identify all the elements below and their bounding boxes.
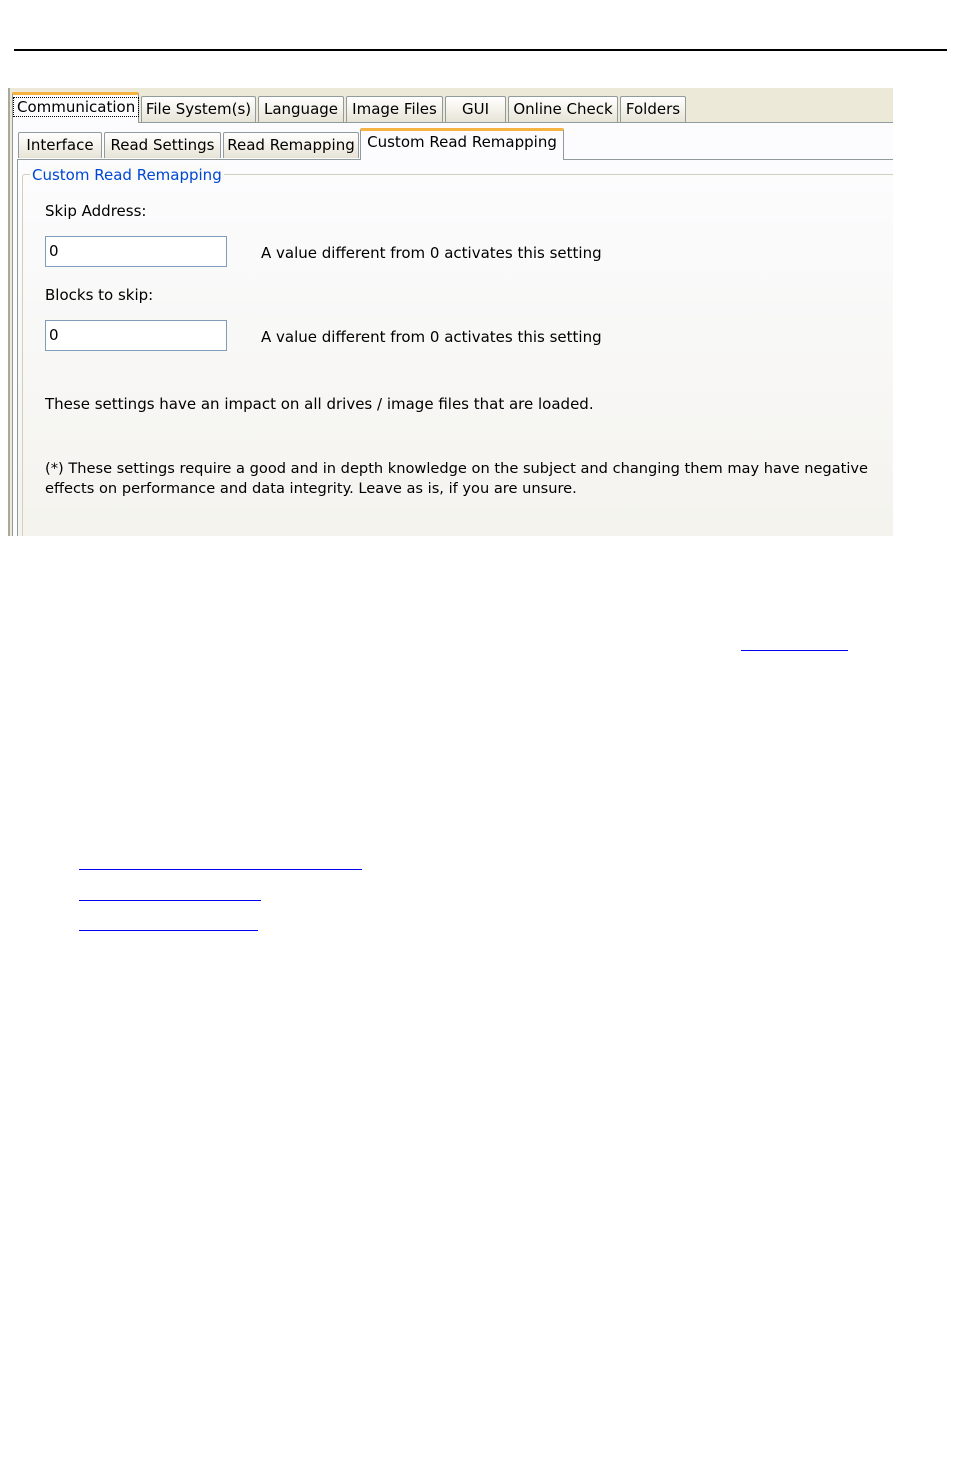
blocks-to-skip-hint: A value different from 0 activates this setting bbox=[261, 328, 602, 346]
tab-online-check-label: Online Check bbox=[513, 100, 613, 118]
skip-address-label: Skip Address: bbox=[45, 202, 147, 220]
blocks-to-skip-input[interactable] bbox=[45, 320, 227, 351]
blocks-to-skip-label: Blocks to skip: bbox=[45, 286, 154, 304]
subtab-read-remapping[interactable] bbox=[223, 132, 359, 158]
skip-address-hint: A value different from 0 activates this setting bbox=[261, 244, 602, 262]
tab-image-files[interactable] bbox=[346, 96, 443, 122]
link-underline-1[interactable] bbox=[741, 650, 848, 651]
link-underline-3[interactable] bbox=[79, 900, 261, 901]
subtab-custom-read-remapping[interactable] bbox=[360, 128, 564, 160]
tab-gui-label: GUI bbox=[461, 100, 490, 118]
tab-file-systems[interactable] bbox=[141, 96, 256, 122]
subtab-read-remapping-label: Read Remapping bbox=[227, 136, 355, 154]
tab-file-systems-label: File System(s) bbox=[145, 100, 252, 118]
subtab-interface-label: Interface bbox=[26, 136, 94, 154]
warning-line-2: effects on performance and data integrity. Leave as is, if you are unsure. bbox=[45, 480, 577, 497]
tab-language[interactable] bbox=[258, 96, 344, 122]
dialog-left-edge bbox=[8, 88, 10, 536]
warning-line-1: (*) These settings require a good and in depth knowledge on the subject and changing them may have negative bbox=[45, 460, 869, 477]
tab-communication[interactable] bbox=[12, 92, 139, 123]
tab-folders[interactable] bbox=[620, 96, 686, 122]
subtab-custom-read-remapping-label: Custom Read Remapping bbox=[367, 133, 557, 151]
groupbox-title: Custom Read Remapping bbox=[32, 166, 222, 184]
top-horizontal-rule bbox=[14, 49, 947, 51]
subtab-read-settings[interactable] bbox=[104, 132, 221, 158]
settings-dialog bbox=[8, 88, 893, 536]
tab-gui[interactable] bbox=[445, 96, 506, 122]
subtab-read-settings-label: Read Settings bbox=[110, 136, 215, 154]
link-underline-2[interactable] bbox=[79, 869, 362, 870]
skip-address-value: 0 bbox=[49, 242, 59, 260]
link-underline-4[interactable] bbox=[79, 930, 258, 931]
skip-address-input[interactable] bbox=[45, 236, 227, 267]
tab-folders-label: Folders bbox=[625, 100, 681, 118]
tab-communication-label: Communication bbox=[13, 97, 139, 117]
tab-language-label: Language bbox=[263, 100, 339, 118]
blocks-to-skip-value: 0 bbox=[49, 326, 59, 344]
impact-note: These settings have an impact on all drives / image files that are loaded. bbox=[45, 395, 594, 413]
tab-image-files-label: Image Files bbox=[352, 100, 437, 118]
subtab-interface[interactable] bbox=[18, 132, 102, 158]
tab-online-check[interactable] bbox=[508, 96, 618, 122]
